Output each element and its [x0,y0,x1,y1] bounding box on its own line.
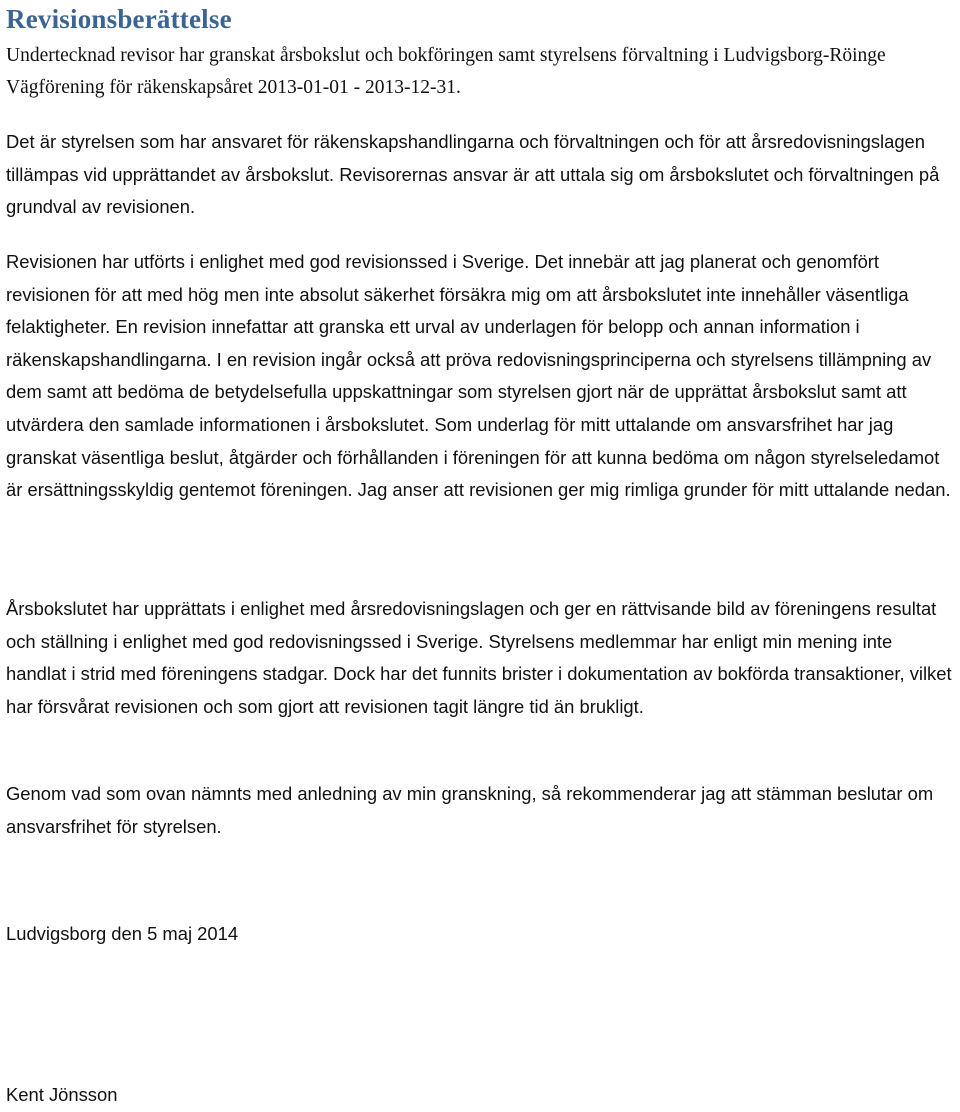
intro-paragraph: Undertecknad revisor har granskat årsbokslut och bokföringen samt styrelsens förvaltning i Ludvigsborg-Röinge Vägförening för räkenskapsåret 2013-01-01 - 2013-12-31. [6,45,886,98]
audit-scope-paragraph: Revisionen har utförts i enlighet med god revisionssed i Sverige. Det innebär att jag planerat och genomfört revisionen för att med hög men inte absolut säkerhet försäkra mig om att årsbokslutet inte innehåller väsentliga felaktigheter. En revision innefattar att granska ett urval av underlagen för belopp och annan information i räkenskapshandlingarna. I en revision ingår också att pröva redovisningsprinciperna och styrelsens tillämpning av dem samt att bedöma de betydelsefulla uppskattningar som styrelsen gjort när de upprättat årsbokslut samt att utvärdera den samlade informationen i årsbokslutet. Som underlag för mitt uttalande om ansvarsfrihet har jag granskat väsentliga beslut, åtgärder och förhållanden i föreningen för att kunna bedöma om någon styrelseledamot är ersättningsskyldig gentemot föreningen. Jag anser att revisionen ger mig rimliga grunder för mitt uttalande nedan. [6,251,951,501]
recommendation-paragraph: Genom vad som ovan nämnts med anledning av min granskning, så rekommenderar jag att stämman beslutar om ansvarsfrihet för styrelsen. [6,783,934,837]
signature-name: Kent Jönsson [6,1084,118,1105]
opinion-paragraph: Årsbokslutet har upprättats i enlighet med årsredovisningslagen och ger en rättvisande bild av föreningens resultat och ställning i enlighet med god redovisningssed i Sverige. Styrelsens medlemmar har enligt min mening inte handlat i strid med föreningens stadgar. Dock har det funnits brister i dokumentation av bokförda transaktioner, vilket har försvårat revisionen och som gjort att revisionen tagit längre tid än brukligt. [6,598,952,717]
responsibility-paragraph: Det är styrelsen som har ansvaret för räkenskapshandlingarna och förvaltningen och för att årsredovisningslagen tillämpas vid upprättandet av årsbokslut. Revisorernas ansvar är att uttala sig om årsbokslutet och förvaltningen på grundval av revisionen. [6,131,940,218]
place-date-line: Ludvigsborg den 5 maj 2014 [6,923,239,944]
document-title: Revisionsberättelse [6,4,232,34]
